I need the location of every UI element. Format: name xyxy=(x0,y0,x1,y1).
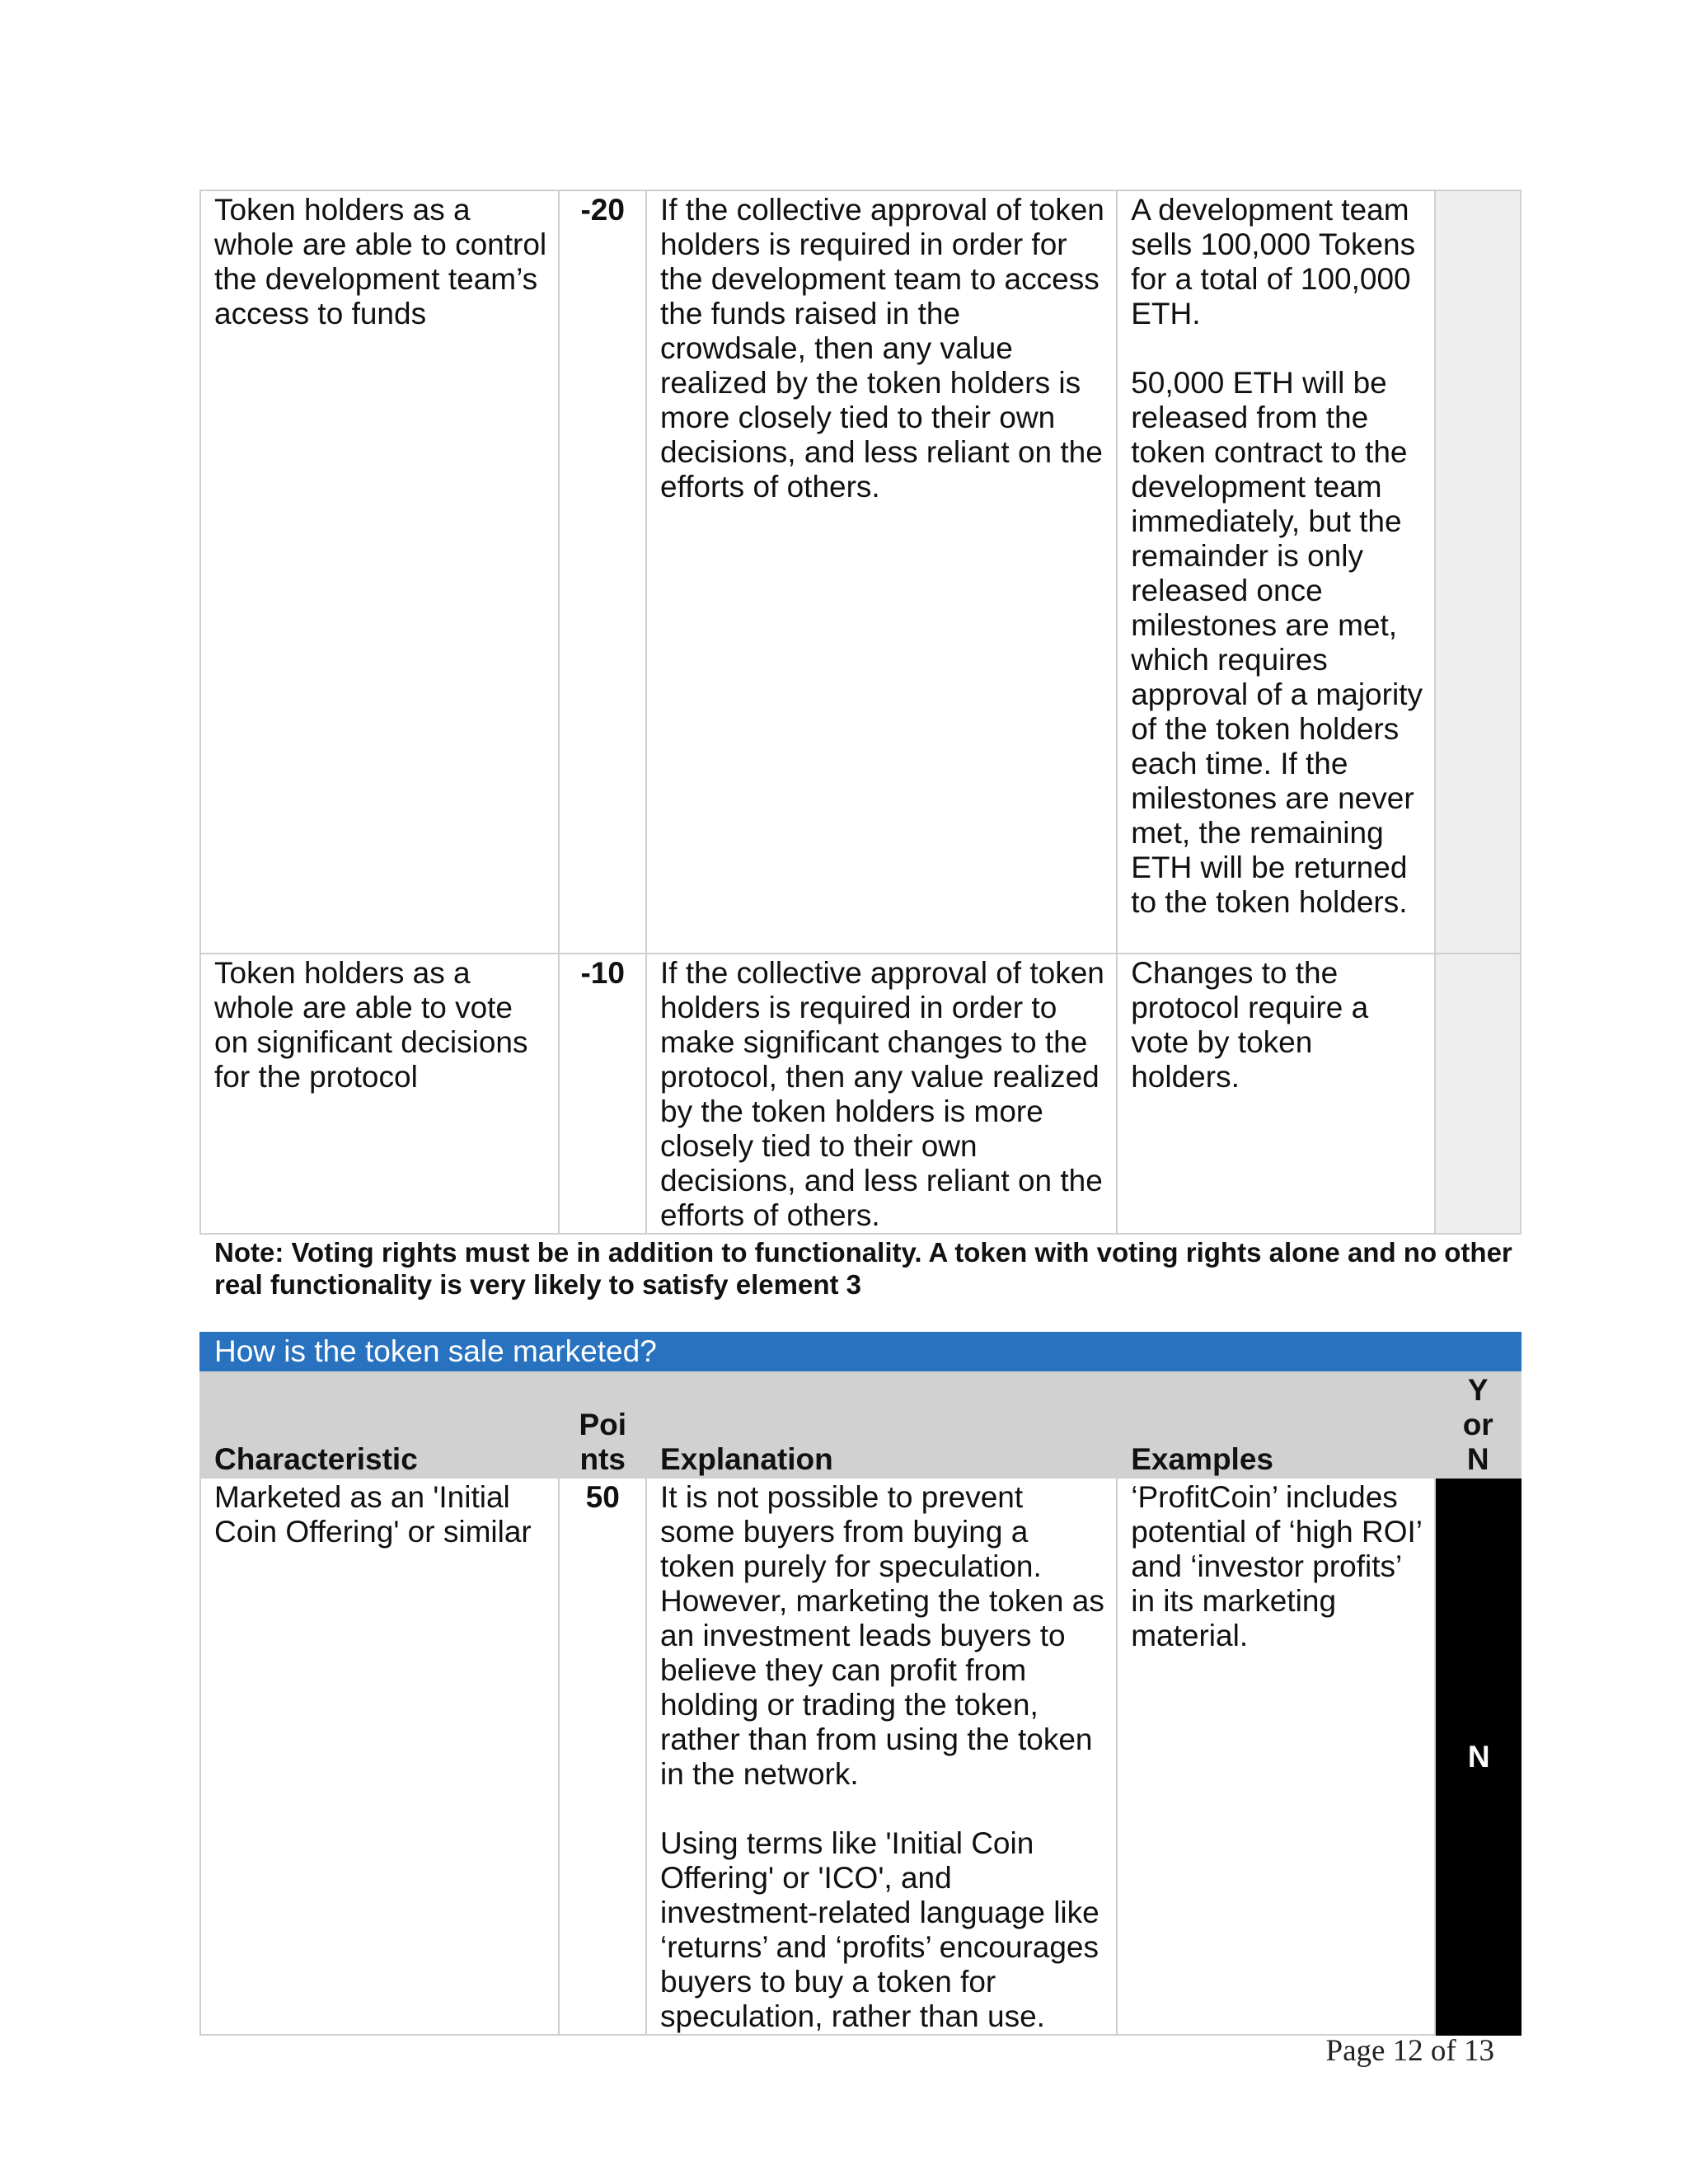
yes-no-cell[interactable] xyxy=(1435,954,1521,1234)
page-number: Page 12 of 13 xyxy=(1325,2034,1494,2068)
examples-cell: A development team sells 100,000 Tokens for a total of 100,000 ETH. 50,000 ETH will be released from the token contract to the development team immediately, but the remainder is only released once milestones are met, which requires approval of a majority of the token holders each time. If the milestones are never met, the remaining ETH will be returned to the token holders. xyxy=(1117,190,1435,954)
explanation-cell: If the collective approval of token holders is required in order to make significant changes to the protocol, then any value realized by the token holders is more closely tied to their own decisions, and less reliant on the efforts of others. xyxy=(646,954,1117,1234)
characteristic-cell: Token holders as a whole are able to control the development team’s access to funds xyxy=(200,190,559,954)
yes-no-cell[interactable] xyxy=(1435,190,1521,954)
marketing-characteristics-table xyxy=(199,1332,1522,2036)
voting-characteristics-table xyxy=(199,190,1522,1235)
section-title: How is the token sale marketed? xyxy=(200,1333,1521,1371)
header-examples: Examples xyxy=(1117,1371,1435,1478)
points-cell: 50 xyxy=(559,1478,646,2035)
header-points: Poi nts xyxy=(559,1371,646,1478)
table-row xyxy=(200,1478,1521,2035)
points-cell: -20 xyxy=(559,190,646,954)
column-header-row xyxy=(200,1371,1521,1478)
examples-cell: ‘ProfitCoin’ includes potential of ‘high ROI’ and ‘investor profits’ in its marketing material. xyxy=(1117,1478,1435,2035)
header-characteristic: Characteristic xyxy=(200,1371,559,1478)
header-yes-no: Y or N xyxy=(1435,1371,1521,1478)
explanation-cell: If the collective approval of token holders is required in order for the development team to access the funds raised in the crowdsale, then any value realized by the token holders is more closely tied to their own decisions, and less reliant on the efforts of others. xyxy=(646,190,1117,954)
examples-cell: Changes to the protocol require a vote by token holders. xyxy=(1117,954,1435,1234)
section-header-row xyxy=(200,1333,1521,1371)
explanation-cell: It is not possible to prevent some buyers from buying a token purely for speculation. However, marketing the token as an investment leads buyers to believe they can profit from holding or trading the token, rather than from using the token in the network. Using terms like 'Initial Coin Offering' or 'ICO', and investment-related language like ‘returns’ and ‘profits’ encourages buyers to buy a token for speculation, rather than use. xyxy=(646,1478,1117,2035)
characteristic-cell: Token holders as a whole are able to vote on significant decisions for the protocol xyxy=(200,954,559,1234)
points-cell: -10 xyxy=(559,954,646,1234)
table-row xyxy=(200,954,1521,1234)
yes-no-cell[interactable]: N xyxy=(1435,1478,1521,2035)
header-explanation: Explanation xyxy=(646,1371,1117,1478)
table-row xyxy=(200,190,1521,954)
voting-rights-note: Note: Voting rights must be in addition to functionality. A token with voting rights alone and no other real functionality is very likely to satisfy element 3 xyxy=(214,1237,1512,1300)
characteristic-cell: Marketed as an 'Initial Coin Offering' or similar xyxy=(200,1478,559,2035)
